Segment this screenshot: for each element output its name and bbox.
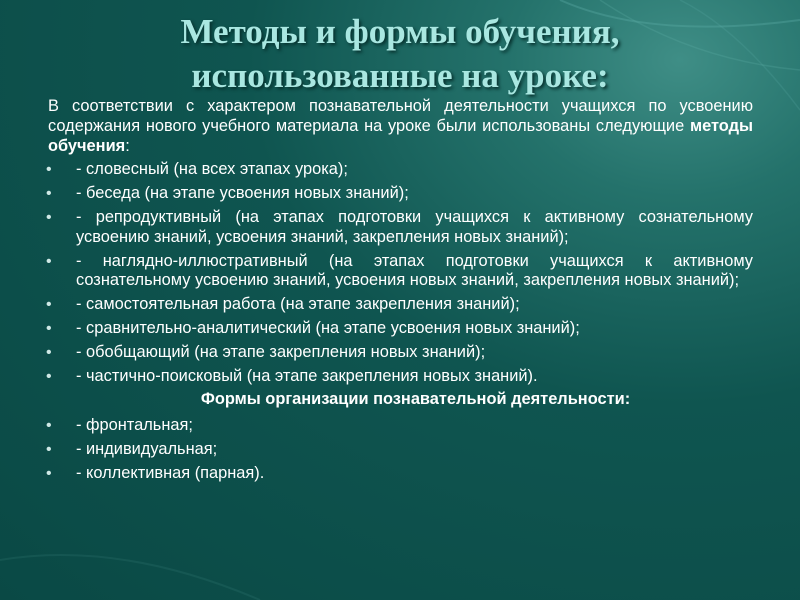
list-item-text: - самостоятельная работа (на этапе закрепления знаний); xyxy=(76,295,520,314)
slide-body xyxy=(48,97,753,488)
methods-list xyxy=(48,160,753,386)
list-item xyxy=(48,208,753,248)
bullet-icon: • xyxy=(46,161,52,179)
bullet-icon: • xyxy=(46,464,52,482)
forms-heading: Формы организации познавательной деятельности: xyxy=(200,390,631,409)
list-item xyxy=(48,440,753,460)
bullet-icon: • xyxy=(46,252,52,270)
slide-title xyxy=(0,10,800,98)
intro-colon: : xyxy=(125,136,130,155)
list-item-text: - частично-поисковый (на этапе закрепления новых знаний). xyxy=(76,366,538,385)
list-item-text: - сравнительно-аналитический (на этапе усвоения новых знаний); xyxy=(76,318,580,337)
bullet-icon: • xyxy=(46,319,52,337)
intro-bold-term: методы обучения xyxy=(48,116,753,155)
list-item-text: - наглядно-иллюстративный (на этапах подготовки учащихся к активному сознательному усвоению знаний, усвоения новых знаний, закрепления новых знаний); xyxy=(76,251,753,290)
list-item-text: - репродуктивный (на этапах подготовки учащихся к активному сознательному усвоению знаний, усвоения знаний, закрепления новых знаний); xyxy=(76,207,753,246)
forms-list xyxy=(48,416,753,483)
list-item xyxy=(48,295,753,315)
intro-paragraph xyxy=(48,97,753,156)
list-item-text: - обобщающий (на этапе закрепления новых знаний); xyxy=(76,342,486,361)
list-item xyxy=(48,184,753,204)
bullet-icon: • xyxy=(46,208,52,226)
list-item xyxy=(48,416,753,436)
list-item-text: - беседа (на этапе усвоения новых знаний); xyxy=(76,184,409,203)
list-item-text: - словесный (на всех этапах урока); xyxy=(76,160,348,179)
bullet-icon: • xyxy=(46,367,52,385)
list-item-text: - коллективная (парная). xyxy=(76,463,265,482)
list-item xyxy=(48,343,753,363)
title-line-1: Методы и формы обучения, xyxy=(180,12,620,51)
title-line-2: использованные на уроке: xyxy=(191,56,609,95)
bullet-icon: • xyxy=(46,417,52,435)
list-item-text: - индивидуальная; xyxy=(76,439,218,458)
intro-text: В соответствии с характером познавательной деятельности учащихся по усвоению содержания нового учебного материала на уроке были использованы следующие xyxy=(48,97,753,135)
list-item xyxy=(48,464,753,484)
bullet-icon: • xyxy=(46,296,52,314)
list-item xyxy=(48,319,753,339)
bullet-icon: • xyxy=(46,343,52,361)
list-item-text: - фронтальная; xyxy=(76,416,193,435)
bullet-icon: • xyxy=(46,440,52,458)
list-item xyxy=(48,252,753,292)
bullet-icon: • xyxy=(46,185,52,203)
list-item xyxy=(48,367,753,387)
list-item xyxy=(48,160,753,180)
